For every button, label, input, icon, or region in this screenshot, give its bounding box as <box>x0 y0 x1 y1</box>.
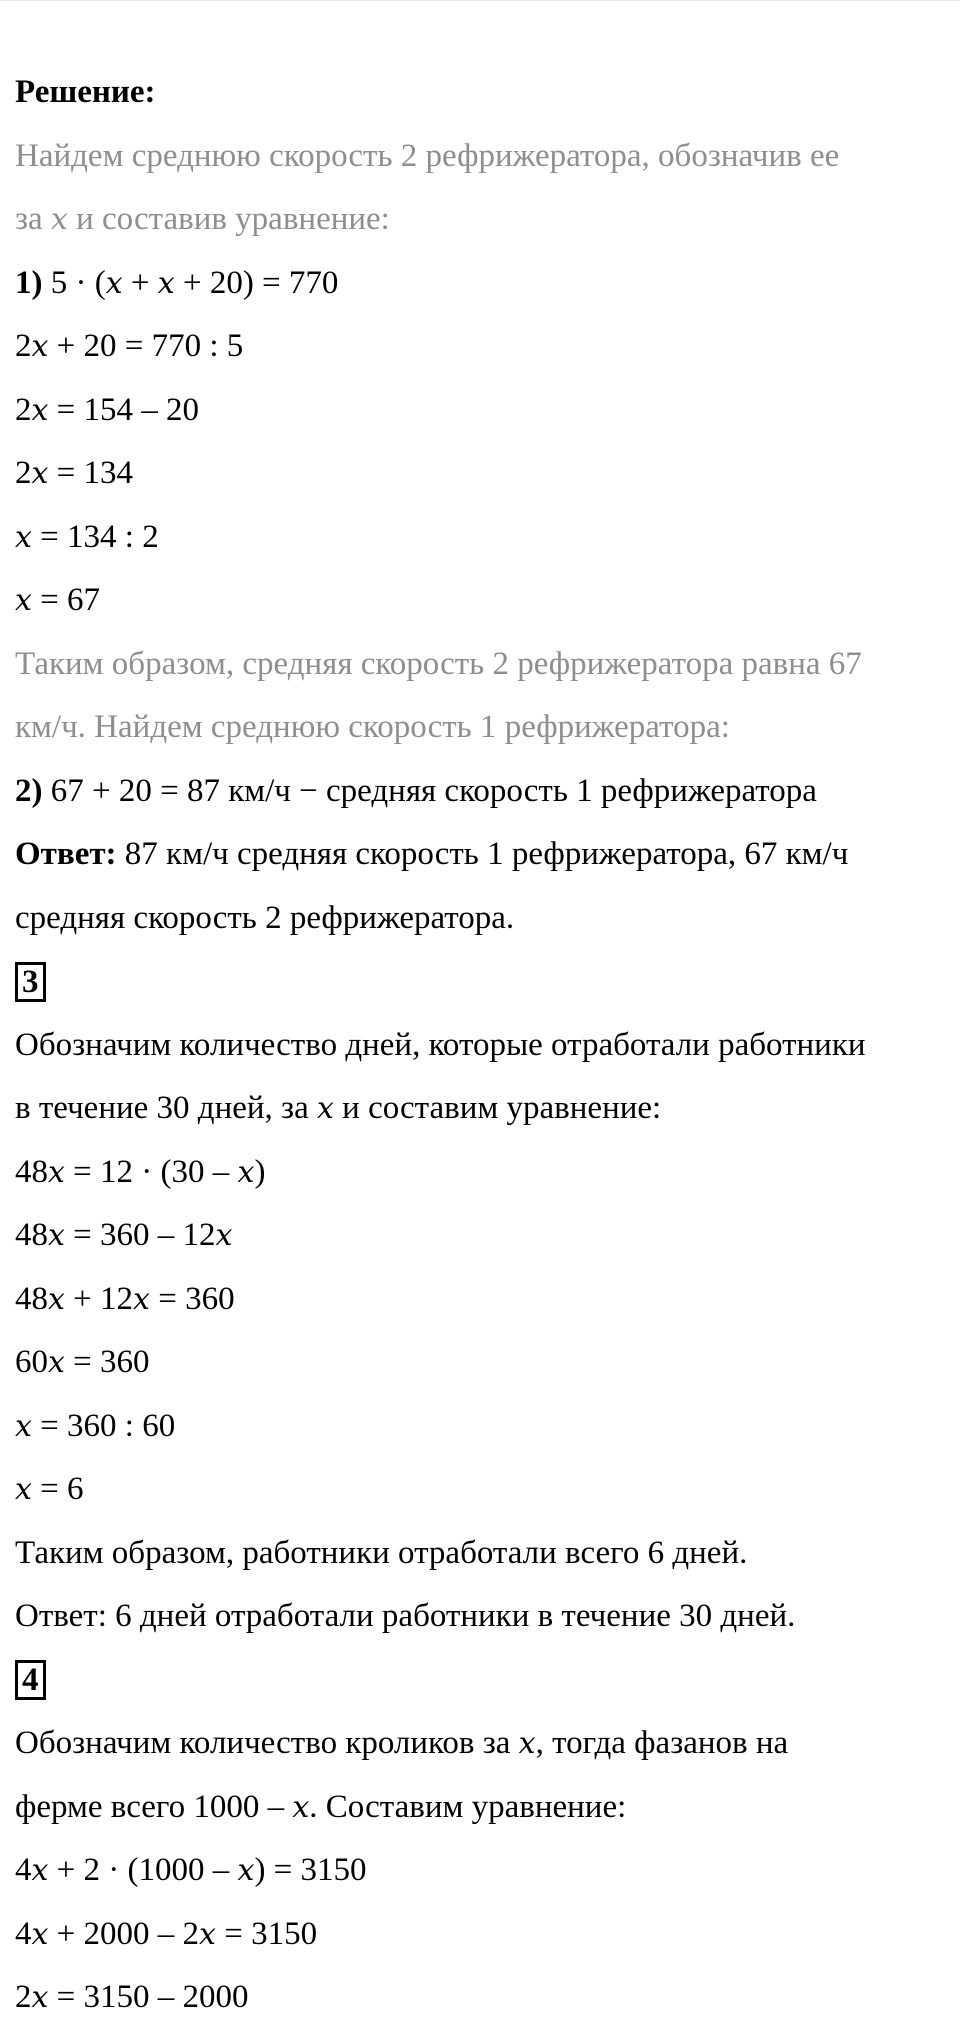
task-number-badge: 3 <box>15 962 46 1002</box>
text-segment: = 360 <box>64 1344 150 1380</box>
variable-x: x <box>292 1789 310 1825</box>
task2-conclusion-line-2: км/ч. Найдем среднюю скорость 1 рефрижератора: <box>15 709 730 745</box>
task2-intro-line-2 <box>15 188 960 252</box>
text-segment: = 67 <box>31 582 101 618</box>
equation <box>15 1839 960 1903</box>
task3-answer: Ответ: 6 дней отработали работники в течение 30 дней. <box>15 1598 796 1634</box>
equation <box>15 1395 960 1459</box>
variable-x: x <box>31 329 49 364</box>
variable-x: x <box>31 456 49 491</box>
text-segment: = 134 : 2 <box>31 518 159 555</box>
equation <box>15 442 960 506</box>
variable-x: x <box>31 1853 49 1888</box>
text-segment: 2 <box>15 455 32 491</box>
variable-x: x <box>31 392 49 428</box>
variable-x: x <box>15 519 32 555</box>
text-segment: 48 <box>15 1217 48 1253</box>
text-segment: Обозначим количество кроликов за <box>15 1725 519 1761</box>
equation <box>15 569 960 633</box>
text-segment: = 154 – 20 <box>48 391 200 428</box>
task3-conclusion: Таким образом, работники отработали всего 6 дней. <box>15 1534 748 1571</box>
variable-x: x <box>48 1218 65 1253</box>
text-segment: . Составим уравнение: <box>309 1788 627 1825</box>
text-segment: = 3150 – 2000 <box>48 1979 249 2015</box>
step2-label: 2) <box>15 772 43 809</box>
text-segment: = 360 <box>149 1280 235 1317</box>
variable-x: x <box>31 1916 49 1952</box>
solution-heading: Решение: <box>15 74 156 110</box>
text-segment: 48 <box>15 1153 48 1190</box>
text-segment: 2 <box>15 1979 32 2015</box>
variable-x: x <box>157 265 175 301</box>
variable-x: x <box>518 1726 536 1761</box>
equation <box>15 1458 960 1522</box>
variable-x: x <box>237 1154 255 1190</box>
text-segment: = 3150 <box>215 1915 318 1952</box>
text-segment: = 360 : 60 <box>31 1407 176 1444</box>
task4-intro-line-1 <box>15 1712 960 1776</box>
text-segment: 5 · ( <box>50 264 106 301</box>
variable-x: x <box>316 1091 334 1126</box>
text-segment: = 6 <box>31 1471 84 1507</box>
text-segment: = 134 <box>48 455 134 491</box>
task-number-badge: 4 <box>15 1660 46 1700</box>
variable-x: x <box>237 1853 255 1888</box>
task2-intro-line-1: Найдем среднюю скорость 2 рефрижератора, обозначив ее <box>15 137 840 174</box>
variable-x: x <box>215 1218 233 1253</box>
variable-x: x <box>15 1408 32 1444</box>
task3-intro-line-2 <box>15 1077 960 1141</box>
equation <box>15 1268 960 1332</box>
variable-x: x <box>15 1472 32 1507</box>
text-segment: + 2000 – 2 <box>48 1915 200 1952</box>
variable-x: x <box>31 1980 49 2015</box>
variable-x: x <box>199 1916 216 1952</box>
answer-text: 87 км/ч средняя скорость 1 рефрижератора, 67 км/ч <box>116 836 849 872</box>
equation <box>15 1966 960 2030</box>
task2-answer-line-1 <box>15 823 960 887</box>
task4-intro-line-2 <box>15 1776 960 1840</box>
task3-intro-line-1: Обозначим количество дней, которые отработали работники <box>15 1026 866 1063</box>
task2-answer-line-2: средняя скорость 2 рефрижератора. <box>15 899 515 936</box>
text-segment: и составив уравнение: <box>67 201 390 237</box>
text-segment: + 20) = 770 <box>174 264 339 301</box>
text-segment: в течение 30 дней, за <box>15 1090 317 1126</box>
text-segment: 60 <box>15 1344 48 1380</box>
equation <box>15 1204 960 1268</box>
equation <box>15 1903 960 1967</box>
equation <box>15 506 960 570</box>
text-segment: ) = 3150 <box>254 1852 367 1888</box>
step1-label: 1) <box>15 264 43 301</box>
text-segment: + 2 · (1000 – <box>48 1852 238 1888</box>
text-segment: 4 <box>15 1915 32 1952</box>
text-segment: 2 <box>15 328 32 364</box>
variable-x: x <box>48 1281 65 1317</box>
text-segment: , тогда фазанов на <box>535 1725 789 1761</box>
text-segment: 2 <box>15 391 32 428</box>
text-segment: + <box>122 264 158 301</box>
task2-step2 <box>15 760 960 824</box>
variable-x: x <box>133 1281 150 1317</box>
answer-label: Ответ: <box>15 836 117 872</box>
task2-step1 <box>15 252 960 316</box>
equation <box>15 315 960 379</box>
text-segment: ) <box>254 1153 266 1190</box>
variable-x: x <box>48 1154 65 1190</box>
variable-x: x <box>50 202 68 237</box>
variable-x: x <box>15 583 32 618</box>
equation <box>15 1141 960 1205</box>
text-segment: + 12 <box>64 1280 134 1317</box>
text-segment: 4 <box>15 1852 32 1888</box>
equation <box>15 1331 960 1395</box>
text-segment: и составим уравнение: <box>333 1090 662 1126</box>
equation <box>15 379 960 443</box>
variable-x: x <box>105 265 123 301</box>
task3-header <box>15 950 960 1014</box>
equation <box>51 265 339 301</box>
task2-conclusion-line-1: Таким образом, средняя скорость 2 рефрижератора равна 67 <box>15 645 862 682</box>
text-segment: 48 <box>15 1280 48 1317</box>
text-segment: + 20 = 770 : 5 <box>48 328 244 364</box>
task4-header <box>15 1649 960 1713</box>
variable-x: x <box>48 1345 65 1380</box>
text-segment: за <box>15 201 51 237</box>
text-segment: ферме всего 1000 – <box>15 1788 293 1825</box>
step2-text: 67 + 20 = 87 км/ч − средняя скорость 1 рефрижератора <box>42 772 817 809</box>
text-segment: = 12 · (30 – <box>64 1153 238 1190</box>
text-segment: = 360 – 12 <box>64 1217 216 1253</box>
